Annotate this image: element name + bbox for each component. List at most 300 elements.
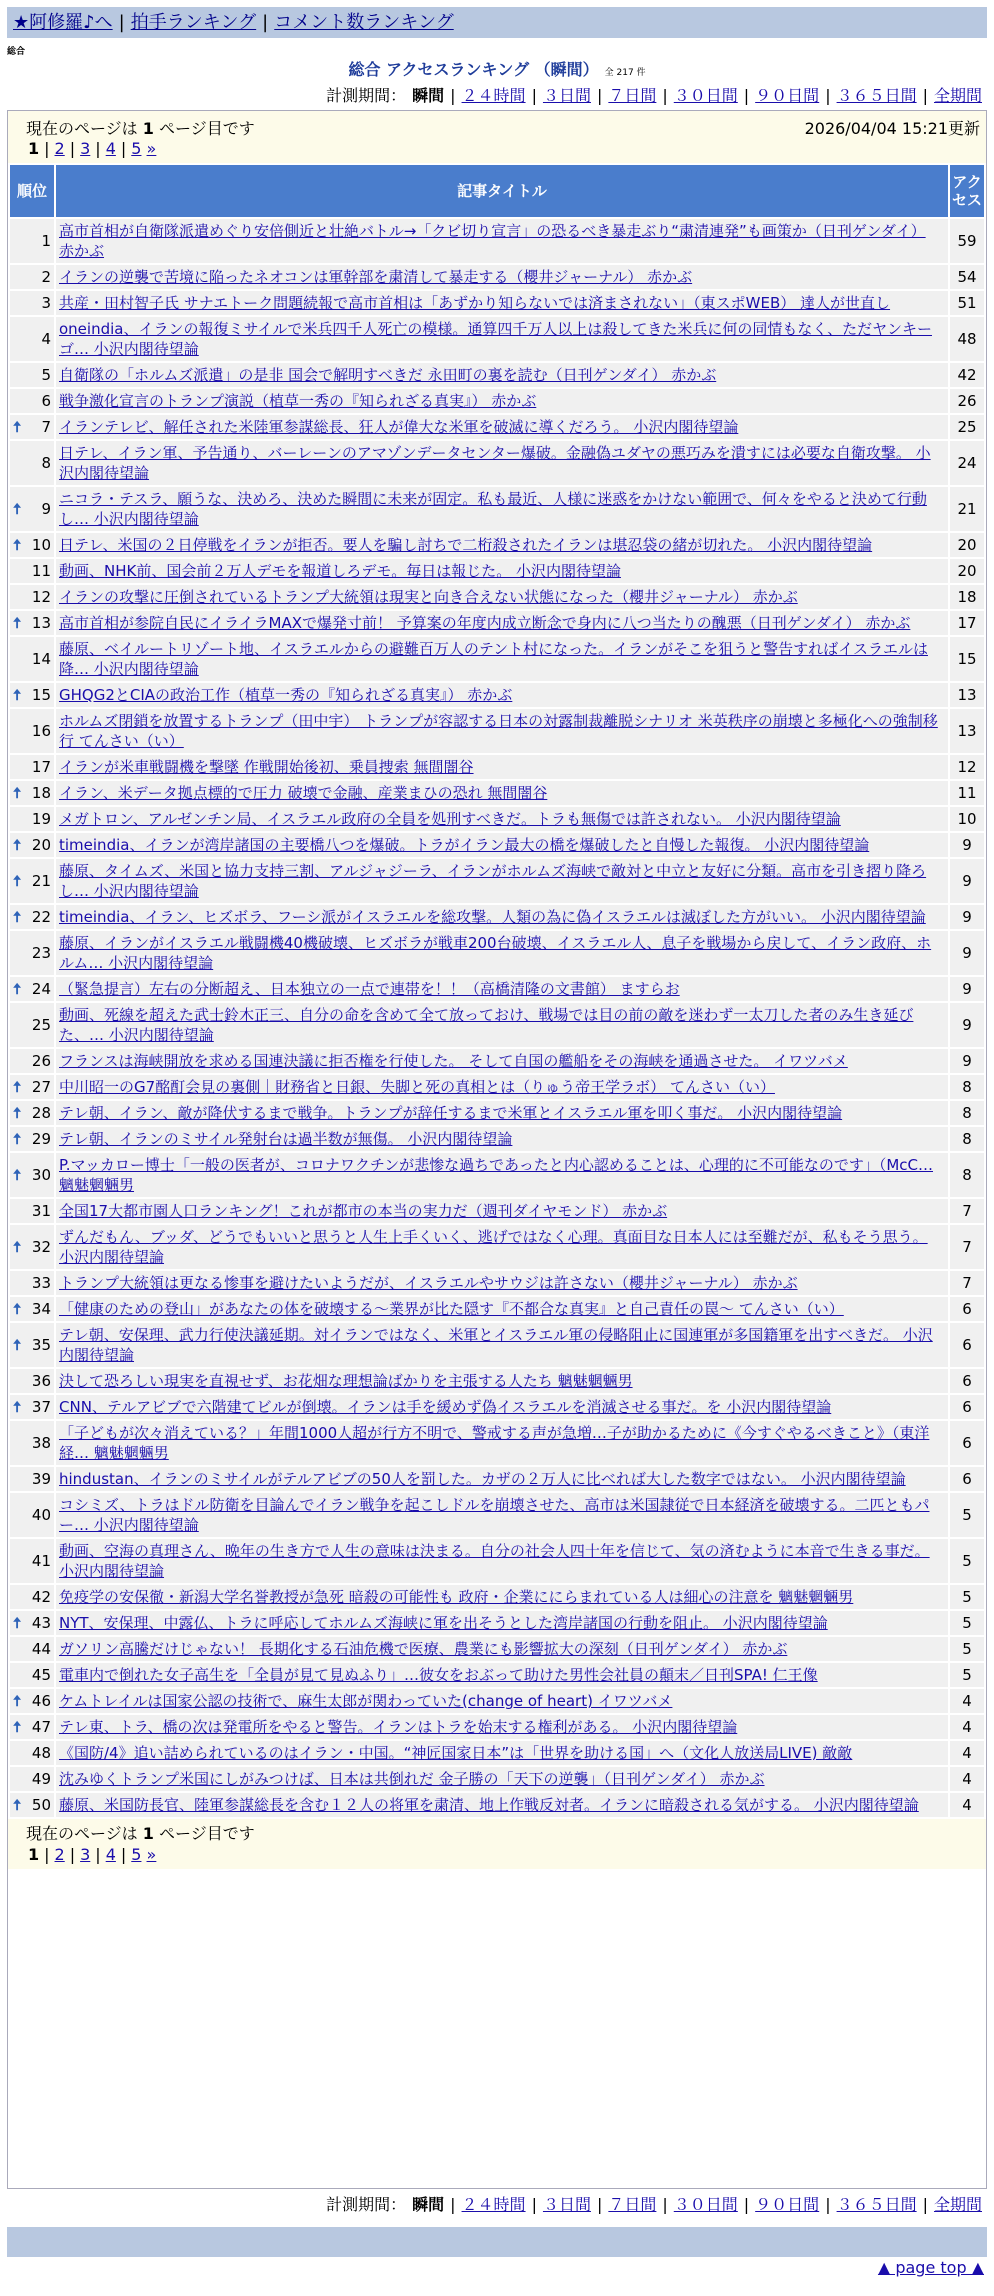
article-link[interactable]: ホルムズ閉鎖を放置するトランプ（田中宇） トランプが容認する日本の対露制裁離脱シナリオ 米英秩序の崩壊と多極化への強制移行 てんさい（い） [59,712,938,750]
page-link[interactable]: 4 [105,1845,116,1864]
up-arrow-icon: 🠅 [13,836,22,854]
rank-number: 28 [31,1104,51,1122]
rank-number: 46 [31,1692,51,1710]
rank-cell [10,1075,54,1099]
access-count: 6 [950,1395,984,1419]
rank-number: 43 [31,1614,51,1632]
table-row [10,1101,984,1125]
access-count: 20 [950,533,984,557]
table-row [10,389,984,413]
access-count: 7 [950,1225,984,1269]
footer-bar [7,2227,987,2257]
table-row [10,1127,984,1151]
period-link[interactable]: ２４時間 [461,2195,526,2214]
article-link[interactable]: トランプ大統領は更なる惨事を避けたいようだが、イスラエルやサウジは許さない（櫻井ジャーナル） 赤かぶ [59,1274,798,1292]
table-row [10,1637,984,1661]
title-cell [56,1585,948,1609]
access-count: 20 [950,559,984,583]
nav-separator: | [262,12,269,33]
rank-number: 24 [31,980,51,998]
rank-number: 4 [41,330,51,348]
rank-number: 25 [31,1016,51,1034]
page-link[interactable]: 3 [80,139,91,158]
title-cell [56,611,948,635]
article-link[interactable]: 決して恐ろしい現実を直視せず、お花畑な理想論ばかりを主張する人たち 魑魅魍魎男 [59,1372,633,1390]
table-row [10,1225,984,1269]
title-cell [56,1689,948,1713]
title-cell [56,807,948,831]
total-count: 全 217 件 [604,68,646,78]
table-row [10,363,984,387]
rank-number: 29 [31,1130,51,1148]
period-link[interactable]: ３０日間 [673,86,738,105]
rank-number: 8 [41,454,51,472]
article-link[interactable]: 中川昭一のG7酩酊会見の裏側｜財務省と日銀、失脚と死の真相とは（りゅう帝王学ラボ） てんさい（い） [59,1078,775,1096]
table-row [10,807,984,831]
rank-cell [10,1271,54,1295]
table-row [10,415,984,439]
period-current: 瞬間 [412,2195,445,2214]
period-separator: | [825,86,831,105]
rank-number: 34 [31,1300,51,1318]
ranking-title: 総合 アクセスランキング （瞬間） [348,60,599,79]
access-count: 11 [950,781,984,805]
title-cell [56,905,948,929]
table-row [10,709,984,753]
nav-separator: | [118,12,125,33]
rank-number: 45 [31,1666,51,1684]
rank-cell [10,585,54,609]
title-cell [56,1493,948,1537]
rank-number: 18 [31,784,51,802]
access-count: 5 [950,1493,984,1537]
applause-ranking-link[interactable]: 拍手ランキング [130,12,257,33]
title-cell [56,1199,948,1223]
title-cell [56,1271,948,1295]
title-cell [56,1049,948,1073]
rank-number: 27 [31,1078,51,1096]
title-cell [56,1539,948,1583]
rank-number: 39 [31,1470,51,1488]
up-arrow-icon: 🠅 [13,1104,22,1122]
up-arrow-icon: 🠅 [13,1398,22,1416]
article-link[interactable]: 藤原、ベイルートリゾート地、イスラエルからの避難百万人のテント村になった。イランがそこを狙うと警告すればイスラエルは降… 小沢内閣待望論 [59,640,928,678]
article-link[interactable]: 日テレ、米国の２日停戦をイランが拒否。要人を騙し討ちで二桁殺されたイランは堪忍袋の緒が切れた。 小沢内閣待望論 [59,536,873,554]
up-arrow-icon: 🠅 [13,1692,22,1710]
rank-number: 15 [31,686,51,704]
table-row [10,755,984,779]
rank-number: 37 [31,1398,51,1416]
table-row [10,859,984,903]
title-cell [56,1297,948,1321]
period-current: 瞬間 [412,86,445,105]
title-cell [56,977,948,1001]
rank-cell [10,755,54,779]
article-link[interactable]: 高市首相が参院自民にイライラMAXで爆発寸前！ 予算案の年度内成立断念で身内に八つ当たりの醜悪（日刊ゲンダイ） 赤かぶ [59,614,911,632]
rank-cell [10,1493,54,1537]
page-link[interactable]: 2 [54,139,65,158]
title-cell [56,441,948,485]
title-cell [56,1767,948,1791]
table-row [10,291,984,315]
up-arrow-icon: 🠅 [13,1614,22,1632]
table-row [10,1199,984,1223]
article-link[interactable]: 免疫学の安保徹・新潟大学名誉教授が急死 暗殺の可能性も 政府・企業ににらまれている人は細心の注意を 魑魅魍魎男 [59,1588,854,1606]
title-cell [56,1793,948,1817]
rank-cell [10,833,54,857]
rank-cell [10,1421,54,1465]
page-link[interactable]: 4 [105,139,116,158]
up-arrow-icon: 🠅 [13,536,22,554]
access-count: 18 [950,585,984,609]
period-link[interactable]: 全期間 [933,86,982,105]
article-link[interactable]: コシミズ、トラはドル防衛を目論んでイラン戦争を起こしドルを崩壊させた、高市は米国隷従で日本経済を破壊する。二匹ともパー… 小沢内閣待望論 [59,1496,930,1534]
article-link[interactable]: メガトロン、アルゼンチン局、イスラエル政府の全員を処刑すべきだ。トラも無傷では許されない。 小沢内閣待望論 [59,810,841,828]
article-link[interactable]: 共産・田村智子氏 サナエトーク問題続報で高市首相は「あずかり知らないでは済まされない」（東スポWEB） 達人が世直し [59,294,891,312]
table-row [10,611,984,635]
article-link[interactable]: テレ朝、イラン、敵が降伏するまで戦争。トランプが辞任するまで米軍とイスラエル軍を叩く事だ。 小沢内閣待望論 [59,1104,843,1122]
period-link[interactable]: ２４時間 [461,86,526,105]
article-link[interactable]: 「健康のための登山」があなたの体を破壊する～業界が比た隠す『不都合な真実』と自己責任の罠～ てんさい（い） [59,1300,844,1318]
rank-cell [10,683,54,707]
title-cell [56,317,948,361]
table-row [10,833,984,857]
rank-number: 47 [31,1718,51,1736]
title-cell [56,291,948,315]
rank-cell [10,1467,54,1491]
up-arrow-icon: 🠅 [13,784,22,802]
article-link[interactable]: 戦争激化宣言のトランプ演説（植草一秀の『知られざる真実』） 赤かぶ [59,392,537,410]
rank-cell [10,441,54,485]
rank-number: 20 [31,836,51,854]
period-separator: | [825,2195,831,2214]
rank-cell [10,1153,54,1197]
page-link[interactable]: 2 [54,1845,65,1864]
up-arrow-icon: 🠅 [13,1300,22,1318]
rank-cell [10,1049,54,1073]
period-separator: | [743,2195,750,2214]
table-row [10,1421,984,1465]
table-row [10,1467,984,1491]
page-link[interactable]: 5 [131,1845,142,1864]
title-cell [56,1421,948,1465]
title-cell [56,755,948,779]
rank-cell [10,317,54,361]
article-link[interactable]: P.マッカロー博士「一般の医者が、コロナワクチンが悲惨な過ちであったと内心認めることは、心理的に不可能なのです」（McC… 魑魅魍魎男 [59,1156,933,1194]
up-arrow-icon: 🠅 [13,500,22,518]
access-count: 12 [950,755,984,779]
access-count: 6 [950,1421,984,1465]
period-separator: | [743,86,750,105]
rank-cell [10,1199,54,1223]
rank-cell [10,905,54,929]
title-cell [56,415,948,439]
rank-cell [10,487,54,531]
article-link[interactable]: ずんだもん、ブッダ、どうでもいいと思うと人生上手くいく、逃げではなく心理。真面目な日本人には至難だが、私もそう思う。 小沢内閣待望論 [59,1228,928,1266]
access-count: 5 [950,1585,984,1609]
article-link[interactable]: 日テレ、イラン軍、予告通り、バーレーンのアマゾンデータセンター爆破。金融偽ユダヤの悪巧みを潰すには必要な自衛攻撃。 小沢内閣待望論 [59,444,931,482]
title-cell [56,1127,948,1151]
article-link[interactable]: timeindia、イランが湾岸諸国の主要橋八つを爆破。トラがイラン最大の橋を爆破したと自慢した報復。 小沢内閣待望論 [59,836,870,854]
article-link[interactable]: イランテレビ、解任された米陸軍参謀総長、狂人が偉大な米軍を破滅に導くだろう。 小沢内閣待望論 [59,418,739,436]
table-row [10,265,984,289]
article-link[interactable]: ガソリン高騰だけじゃない！ 長期化する石油危機で医療、農業にも影響拡大の深刻（日刊ゲンダイ） 赤かぶ [59,1640,788,1658]
table-row [10,1793,984,1817]
table-row [10,781,984,805]
article-link[interactable]: 藤原、イランがイスラエル戦闘機40機破壊、ヒズボラが戦車200台破壊、イスラエル人、息子を戦場から戻して、イラン政府、ホルム… 小沢内閣待望論 [59,934,932,972]
rank-number: 50 [31,1796,51,1814]
rank-cell [10,637,54,681]
access-count: 15 [950,637,984,681]
page-link[interactable]: 3 [80,1845,91,1864]
rank-cell [10,977,54,1001]
title-cell [56,1323,948,1367]
access-count: 9 [950,833,984,857]
rank-number: 6 [41,392,51,410]
article-link[interactable]: イランが米車戦闘機を撃墜 作戦開始後初、乗員捜索 無間闇谷 [59,758,474,776]
article-link[interactable]: ケムトレイルは国家公認の技術で、麻生太郎が関わっていた(change of heart) イワツバメ [59,1692,673,1710]
period-selector-top [326,86,982,106]
title-cell [56,1225,948,1269]
access-count: 8 [950,1127,984,1151]
table-row [10,1493,984,1537]
access-count: 51 [950,291,984,315]
page-current: 1 [28,139,40,158]
access-count: 5 [950,1663,984,1687]
period-link[interactable]: ３日間 [542,86,591,105]
table-row [10,441,984,485]
article-link[interactable]: テレ東、トラ、橋の次は発電所をやると警告。イランはトラを始末する権利がある。 小沢内閣待望論 [59,1718,738,1736]
period-link[interactable]: ３６５日間 [836,86,917,105]
access-count: 7 [950,1199,984,1223]
table-row [10,1075,984,1099]
article-link[interactable]: 《国防/4》追い詰められているのはイラン・中国。“神匠国家日本”は「世界を助ける国」へ（文化人放送局LIVE) 敵敵 [59,1744,853,1762]
access-count: 13 [950,709,984,753]
table-row [10,1539,984,1583]
page-top-link[interactable]: ▲ page top ▲ [877,2258,984,2277]
table-row [10,1153,984,1197]
article-link[interactable]: （緊急提言）左右の分断超え、日本独立の一点で連帯を！！（高橋清隆の文書館） ますらお [59,980,680,998]
rank-cell [10,1127,54,1151]
article-link[interactable]: 自衛隊の「ホルムズ派遣」の是非 国会で解明すべきだ 永田町の裏を読む（日刊ゲンダイ） 赤かぶ [59,366,717,384]
article-link[interactable]: oneindia、イランの報復ミサイルで米兵四千人死亡の模様。通算四千万人以上は殺してきた米兵に何の同情もなく、ただヤンキーゴ… 小沢内閣待望論 [59,320,932,358]
table-row [10,1611,984,1635]
table-row [10,1767,984,1791]
article-link[interactable]: 全国17大都市園人口ランキング！これが都市の本当の実力だ（週刊ダイヤモンド） 赤かぶ [59,1202,668,1220]
article-link[interactable]: イランの攻撃に圧倒されているトランプ大統領は現実と向き合えない状態になった（櫻井ジャーナル） 赤かぶ [59,588,798,606]
article-link[interactable]: イラン、米データ拠点標的で圧力 破壊で金融、産業まひの恐れ 無間闇谷 [59,784,548,802]
period-link[interactable]: ７日間 [608,2195,657,2214]
title-cell [56,1741,948,1765]
period-link[interactable]: ９０日間 [755,2195,820,2214]
next-page-link[interactable]: » [146,1845,157,1864]
access-count: 25 [950,415,984,439]
title-cell [56,1101,948,1125]
table-row [10,1663,984,1687]
rank-number: 33 [31,1274,51,1292]
article-link[interactable]: 藤原、米国防長官、陸軍参謀総長を含む１２人の将軍を粛清、地上作戦反対者。イランに暗殺される気がする。 小沢内閣待望論 [59,1796,919,1814]
article-link[interactable]: 動画、死線を超えた武士鈴木正三、自分の命を含めて全て放っておけ、戦場では目の前の敵を迷わず一太刀した者のみ生き延びた、… 小沢内閣待望論 [59,1006,914,1044]
rank-cell [10,807,54,831]
rank-number: 1 [41,232,51,250]
rank-cell [10,415,54,439]
rank-cell [10,533,54,557]
up-arrow-icon: 🠅 [13,1718,22,1736]
rank-number: 10 [31,536,51,554]
rank-number: 36 [31,1372,51,1390]
access-count: 6 [950,1297,984,1321]
rank-cell [10,1369,54,1393]
table-row [10,931,984,975]
article-link[interactable]: NYT、安保理、中露仏、トラに呼応してホルムズ海峡に軍を出そうとした湾岸諸国の行動を阻止。 小沢内閣待望論 [59,1614,828,1632]
access-count: 17 [950,611,984,635]
rank-number: 40 [31,1506,51,1524]
table-row [10,905,984,929]
table-row [10,1689,984,1713]
rank-header: 順位 [10,165,54,217]
rank-cell [10,859,54,903]
access-count: 4 [950,1767,984,1791]
top-navigation [7,7,987,38]
article-link[interactable]: 「子どもが次々消えている？」年間1000人超が行方不明で、警戒する声が急増…子が助かるために《今すぐやるべきこと》（東洋経… 魑魅魍魎男 [59,1424,930,1462]
rank-number: 12 [31,588,51,606]
ranking-panel [7,110,987,2189]
period-link[interactable]: ３６５日間 [836,2195,917,2214]
up-arrow-icon: 🠅 [13,1130,22,1148]
article-link[interactable]: イランの逆襲で苦境に陥ったネオコンは軍幹部を粛清して暴走する（櫻井ジャーナル） 赤かぶ [59,268,693,286]
page-link[interactable]: 5 [131,139,142,158]
up-arrow-icon: 🠅 [13,1238,22,1256]
title-cell [56,363,948,387]
period-link[interactable]: ３日間 [542,2195,591,2214]
access-count: 8 [950,1153,984,1197]
period-link[interactable]: 全期間 [933,2195,982,2214]
title-cell [56,389,948,413]
article-link[interactable]: フランスは海峡開放を求める国連決議に拒否権を行使した。 そして自国の艦船をその海峡を通過させた。 イワツバメ [59,1052,848,1070]
title-cell [56,533,948,557]
rank-cell [10,219,54,263]
article-link[interactable]: ニコラ・テスラ、願うな、決めろ、決めた瞬間に未来が固定。私も最近、人様に迷惑をかけない範囲で、何々をやると決めて行動し… 小沢内閣待望論 [59,490,927,528]
category-label: 総合 [7,47,26,57]
rank-cell [10,291,54,315]
article-link[interactable]: hindustan、イランのミサイルがテルアビブの50人を罰した。カザの２万人に比べれば大した数字ではない。 小沢内閣待望論 [59,1470,906,1488]
article-link[interactable]: 動画、空海の真理さん、晩年の生き方で人生の意味は決まる。自分の社会人四十年を信じて、気の済むように本音で生きる事だ。 小沢内閣待望論 [59,1542,930,1580]
page-separator: | [69,1845,76,1864]
page-separator: | [120,139,127,158]
title-cell [56,1395,948,1419]
rank-number: 32 [31,1238,51,1256]
access-count: 5 [950,1637,984,1661]
title-cell [56,1663,948,1687]
page-separator: | [44,1845,50,1864]
title-cell [56,1467,948,1491]
article-link[interactable]: 高市首相が自衛隊派遣めぐり安倍側近と壮絶バトル→「クビ切り宣言」の恐るべき暴走ぶり“粛清連発”も画策か（日刊ゲンダイ） 赤かぶ [59,222,926,260]
rank-number: 41 [31,1552,51,1570]
ranking-rows [10,219,984,1817]
page-separator: | [120,1845,127,1864]
table-row [10,1395,984,1419]
table-row [10,1297,984,1321]
table-row [10,977,984,1001]
period-separator: | [531,2195,537,2214]
article-link[interactable]: GHQG2とCIAの政治工作（植草一秀の『知られざる真実』） 赤かぶ [59,686,513,704]
access-count: 4 [950,1741,984,1765]
rank-cell [10,1297,54,1321]
rank-number: 14 [31,650,51,668]
access-count: 8 [950,1075,984,1099]
up-arrow-icon: 🠅 [13,1078,22,1096]
rank-cell [10,1003,54,1047]
up-arrow-icon: 🠅 [13,980,22,998]
access-count: 5 [950,1611,984,1635]
rank-cell [10,1585,54,1609]
title-cell [56,637,948,681]
period-selector-bottom [326,2195,982,2215]
title-cell [56,265,948,289]
title-cell [56,1611,948,1635]
period-separator: | [922,2195,928,2214]
rank-cell [10,265,54,289]
table-row [10,1741,984,1765]
home-link[interactable]: ★阿修羅♪へ [13,12,113,33]
title-cell [56,1075,948,1099]
access-count: 9 [950,1003,984,1047]
rank-number: 23 [31,944,51,962]
rank-number: 30 [31,1166,51,1184]
current-page-text: 現在のページは 1 ページ目です [26,1824,255,1843]
access-count: 59 [950,219,984,263]
title-cell [56,859,948,903]
access-count: 5 [950,1539,984,1583]
period-link[interactable]: ７日間 [608,86,657,105]
period-separator: | [450,86,456,105]
title-cell [56,219,948,263]
page-separator: | [69,139,76,158]
rank-cell [10,1611,54,1635]
rank-cell [10,781,54,805]
article-link[interactable]: CNN、テルアビブで六階建てビルが倒壊。イランは手を緩めず偽イスラエルを消滅させる事だ。を 小沢内閣待望論 [59,1398,832,1416]
article-link[interactable]: 藤原、タイムズ、米国と協力支持三割、アルジャジーラ、イランがホルムズ海峡で敵対と中立と友好に分類。高市を引き摺り降ろし… 小沢内閣待望論 [59,862,927,900]
article-link[interactable]: テレ朝、イランのミサイル発射台は過半数が無傷。 小沢内閣待望論 [59,1130,513,1148]
rank-number: 21 [31,872,51,890]
up-arrow-icon: 🠅 [13,908,22,926]
page-title [0,60,994,83]
access-count: 4 [950,1793,984,1817]
article-link[interactable]: timeindia、イラン、ヒズボラ、フーシ派がイスラエルを総攻撃。人類の為に偽イスラエルは滅ぼした方がいい。 小沢内閣待望論 [59,908,926,926]
article-link[interactable]: テレ朝、安保理、武力行使決議延期。対イランではなく、米軍とイスラエル軍の侵略阻止に国連軍が多国籍軍を出すべきだ。 小沢内閣待望論 [59,1326,933,1364]
period-link[interactable]: ３０日間 [673,2195,738,2214]
up-arrow-icon: 🠅 [13,614,22,632]
comment-ranking-link[interactable]: コメント数ランキング [274,12,454,33]
article-link[interactable]: 電車内で倒れた女子高生を「全員が見て見ぬふり」…彼女をおぶって助けた男性会社員の顛末／日刊SPA! 仁王像 [59,1666,818,1684]
access-count: 9 [950,905,984,929]
period-separator: | [922,86,928,105]
title-cell [56,1637,948,1661]
rank-number: 2 [41,268,51,286]
access-count: 9 [950,977,984,1001]
pagination-bottom [28,1845,156,1864]
table-row [10,1003,984,1047]
article-link[interactable]: 動画、NHK前、国会前２万人デモを報道しろデモ。毎日は報じた。 小沢内閣待望論 [59,562,621,580]
next-page-link[interactable]: » [146,139,157,158]
rank-cell [10,1637,54,1661]
page-info-bar [8,111,986,163]
rank-number: 22 [31,908,51,926]
rank-number: 44 [31,1640,51,1658]
period-separator: | [662,2195,668,2214]
article-link[interactable]: 沈みゆくトランプ米国にしがみつけば、日本は共倒れだ 金子勝の「天下の逆襲」（日刊ゲンダイ） 赤かぶ [59,1770,765,1788]
period-link[interactable]: ９０日間 [755,86,820,105]
